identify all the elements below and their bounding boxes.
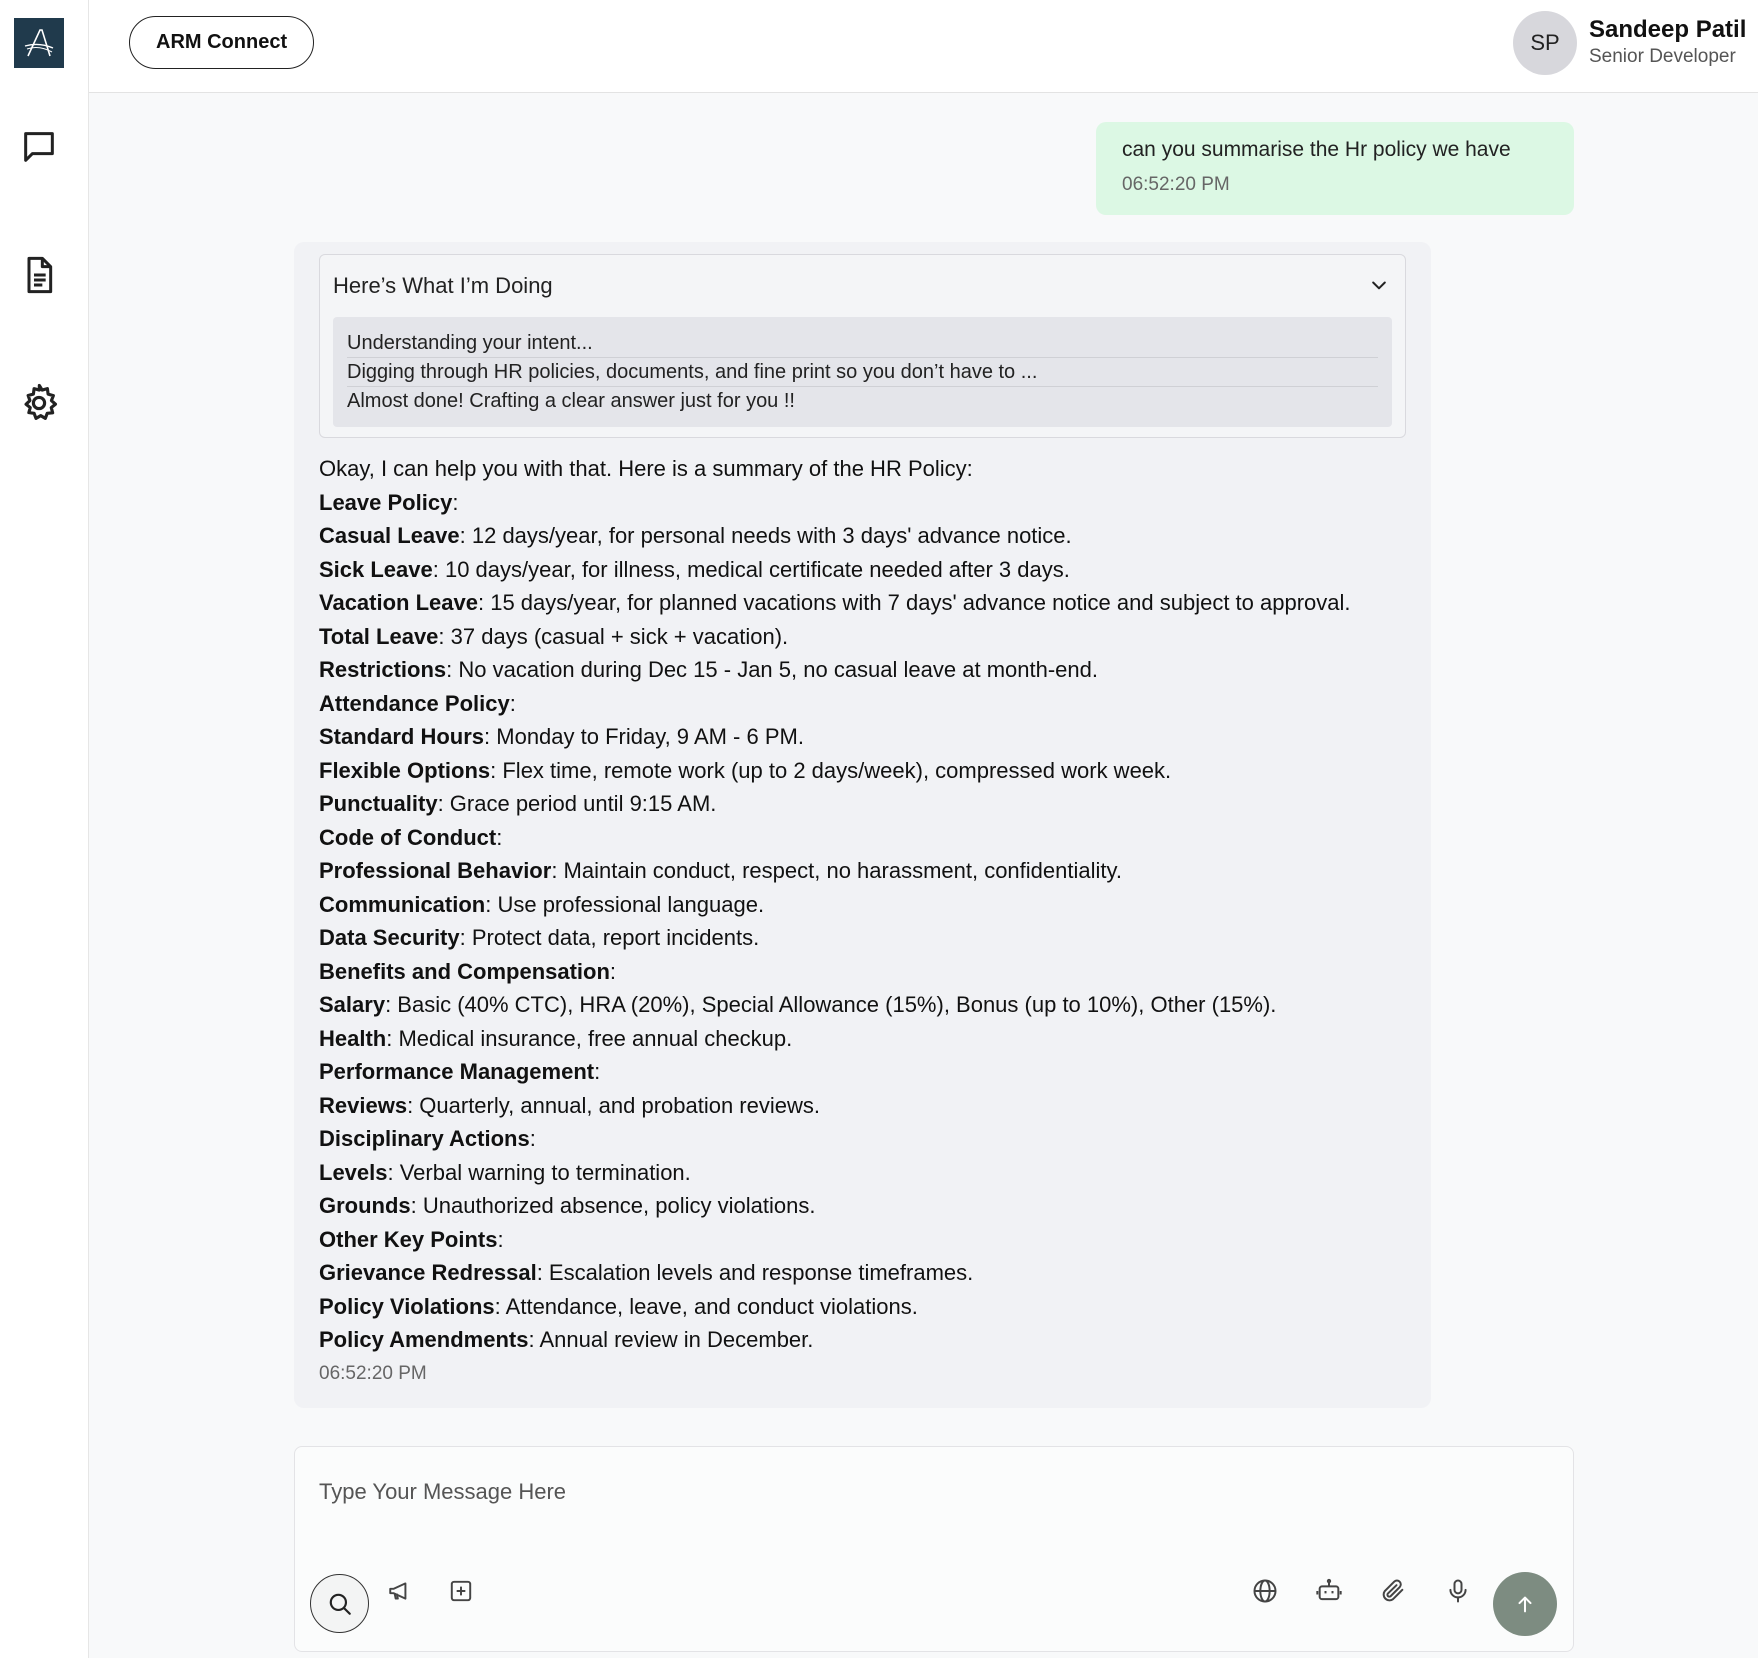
answer-line-label: Health bbox=[319, 1025, 387, 1051]
sidebar-item-chat[interactable] bbox=[16, 124, 62, 170]
answer-line-label: Levels bbox=[319, 1159, 388, 1185]
answer-line-label: Disciplinary Actions bbox=[319, 1126, 530, 1151]
answer-line bbox=[319, 1290, 1406, 1324]
answer-line bbox=[319, 1122, 1406, 1156]
answer-line-label: Flexible Options bbox=[319, 757, 491, 783]
answer-line-label: Policy Violations bbox=[319, 1293, 495, 1319]
user-message-bubble bbox=[1096, 122, 1574, 215]
sidebar-item-settings[interactable] bbox=[16, 380, 62, 426]
answer-line bbox=[319, 1256, 1406, 1290]
arrow-up-icon bbox=[1514, 1593, 1536, 1615]
answer-line-text: : 12 days/year, for personal needs with 3 days' advance notice. bbox=[459, 523, 1072, 548]
message-input[interactable] bbox=[319, 1467, 1519, 1517]
bot-message-bubble bbox=[294, 242, 1431, 1408]
answer-line bbox=[319, 620, 1406, 654]
answer-line-label: Total Leave bbox=[319, 623, 439, 649]
answer-line-text: : 15 days/year, for planned vacations with 7 days' advance notice and subject to approval. bbox=[477, 590, 1351, 615]
answer-line-label: Benefits and Compensation bbox=[319, 958, 610, 984]
answer-line-text: : Monday to Friday, 9 AM - 6 PM. bbox=[484, 724, 804, 749]
chevron-down-icon[interactable] bbox=[1369, 275, 1389, 300]
answer-line-text: : 37 days (casual + sick + vacation). bbox=[438, 623, 789, 649]
answer-line-text: : bbox=[497, 1226, 504, 1252]
answer-line-text: : Verbal warning to termination. bbox=[387, 1159, 691, 1185]
answer-intro: Okay, I can help you with that. Here is a summary of the HR Policy: bbox=[319, 456, 973, 481]
thinking-step: Digging through HR policies, documents, and fine print so you don’t have to ... bbox=[347, 358, 1378, 387]
answer-line-text: : bbox=[609, 958, 617, 984]
thinking-steps bbox=[333, 317, 1392, 427]
answer-line-label: Performance Management bbox=[319, 1059, 595, 1084]
answer-line-text: : Medical insurance, free annual checkup. bbox=[386, 1025, 793, 1051]
gear-icon bbox=[18, 382, 60, 424]
answer-line-text: : bbox=[452, 489, 459, 515]
answer-line-text: : Annual review in December. bbox=[528, 1327, 814, 1352]
answer-line-label: Leave Policy bbox=[319, 489, 453, 515]
answer-line bbox=[319, 1089, 1406, 1123]
answer-line bbox=[319, 921, 1406, 955]
answer-line-label: Code of Conduct bbox=[319, 824, 497, 850]
answer-line-label: Professional Behavior bbox=[319, 858, 552, 883]
chat-bubble-icon bbox=[19, 127, 59, 167]
answer-line-text: : Escalation levels and response timeframes. bbox=[536, 1260, 974, 1285]
user-role: Senior Developer bbox=[1589, 46, 1736, 67]
thinking-title: Here’s What I’m Doing bbox=[333, 273, 553, 298]
answer-line-label: Sick Leave bbox=[319, 556, 433, 582]
logo-mark-icon bbox=[22, 26, 56, 60]
answer-line bbox=[319, 988, 1406, 1022]
answer-line bbox=[319, 854, 1406, 888]
user-message-time: 06:52:20 PM bbox=[1122, 174, 1230, 195]
avatar[interactable]: SP bbox=[1513, 11, 1577, 75]
answer-line bbox=[319, 1022, 1406, 1056]
user-message-text: can you summarise the Hr policy we have bbox=[1122, 138, 1511, 161]
voice-button[interactable] bbox=[1438, 1571, 1478, 1611]
answer-line bbox=[319, 1156, 1406, 1190]
answer-line-label: Policy Amendments bbox=[319, 1327, 529, 1352]
answer-line bbox=[319, 1055, 1406, 1089]
message-composer bbox=[294, 1446, 1574, 1652]
answer-line-label: Attendance Policy bbox=[319, 690, 510, 716]
sidebar-item-documents[interactable] bbox=[16, 252, 62, 298]
agent-button[interactable] bbox=[1309, 1571, 1349, 1611]
thinking-step: Almost done! Crafting a clear answer just for you !! bbox=[347, 390, 795, 412]
add-button[interactable] bbox=[441, 1571, 481, 1611]
answer-line bbox=[319, 586, 1406, 620]
answer-line-text: : bbox=[529, 1126, 536, 1151]
answer-line-label: Standard Hours bbox=[319, 724, 485, 749]
search-button[interactable] bbox=[310, 1574, 369, 1633]
microphone-icon bbox=[1444, 1577, 1472, 1605]
answer-line-text: : Grace period until 9:15 AM. bbox=[437, 791, 717, 816]
answer-line-text: : Unauthorized absence, policy violations. bbox=[410, 1193, 816, 1218]
megaphone-icon bbox=[387, 1578, 413, 1604]
answer-line bbox=[319, 1223, 1406, 1257]
answer-line-label: Communication bbox=[319, 891, 486, 917]
answer-line bbox=[319, 687, 1406, 721]
answer-line-text: : bbox=[509, 690, 516, 716]
send-button[interactable] bbox=[1493, 1572, 1557, 1636]
answer-line bbox=[319, 821, 1406, 855]
answer-line-label: Grounds bbox=[319, 1193, 411, 1218]
add-box-icon bbox=[448, 1578, 474, 1604]
answer-line bbox=[319, 653, 1406, 687]
answer-line-text: : Flex time, remote work (up to 2 days/week), compressed work week. bbox=[490, 757, 1172, 783]
answer-line-label: Restrictions bbox=[319, 657, 447, 682]
answer-line-label: Punctuality bbox=[319, 791, 438, 816]
answer-line bbox=[319, 720, 1406, 754]
paperclip-icon bbox=[1379, 1577, 1407, 1605]
answer-line bbox=[319, 519, 1406, 553]
arm-connect-button[interactable]: ARM Connect bbox=[129, 16, 314, 69]
app-logo[interactable] bbox=[14, 18, 64, 68]
bot-icon bbox=[1315, 1577, 1343, 1605]
answer-line-label: Grievance Redressal bbox=[319, 1260, 537, 1285]
answer-line-text: : Maintain conduct, respect, no harassment, confidentiality. bbox=[551, 858, 1122, 883]
answer-line-text: : Quarterly, annual, and probation reviews. bbox=[407, 1092, 820, 1118]
answer-line bbox=[319, 754, 1406, 788]
answer-line bbox=[319, 888, 1406, 922]
answer-line bbox=[319, 955, 1406, 989]
answer-line bbox=[319, 787, 1406, 821]
answer-line-text: : No vacation during Dec 15 - Jan 5, no casual leave at month-end. bbox=[446, 657, 1098, 682]
answer-line bbox=[319, 1189, 1406, 1223]
answer-line-label: Reviews bbox=[319, 1092, 408, 1118]
user-name: Sandeep Patil bbox=[1589, 16, 1747, 43]
answer-line-text: : Basic (40% CTC), HRA (20%), Special Allowance (15%), Bonus (up to 10%), Other (15%). bbox=[385, 992, 1277, 1017]
answer-line-text: : Attendance, leave, and conduct violations. bbox=[494, 1293, 918, 1319]
answer-line-text: : Protect data, report incidents. bbox=[459, 925, 760, 950]
answer-line-label: Vacation Leave bbox=[319, 590, 478, 615]
search-icon bbox=[327, 1591, 353, 1617]
top-header bbox=[89, 0, 1758, 93]
answer-line bbox=[319, 486, 1406, 520]
answer-line bbox=[319, 1323, 1406, 1357]
answer-line-label: Other Key Points bbox=[319, 1226, 498, 1252]
answer-line-text: : Use professional language. bbox=[485, 891, 765, 917]
web-search-button[interactable] bbox=[1245, 1571, 1285, 1611]
answer-line bbox=[319, 553, 1406, 587]
bot-answer bbox=[319, 452, 1406, 1385]
answer-line-text: : bbox=[496, 824, 503, 850]
globe-icon bbox=[1251, 1577, 1279, 1605]
answer-line-text: : bbox=[594, 1059, 601, 1084]
answer-line-label: Data Security bbox=[319, 925, 460, 950]
announce-button[interactable] bbox=[380, 1571, 420, 1611]
answer-lines bbox=[319, 486, 1406, 1357]
thinking-panel-header[interactable] bbox=[333, 255, 1392, 317]
thinking-panel bbox=[319, 254, 1406, 438]
thinking-step: Understanding your intent... bbox=[347, 329, 1378, 358]
answer-line-text: : 10 days/year, for illness, medical certificate needed after 3 days. bbox=[432, 556, 1070, 582]
sidebar bbox=[0, 0, 89, 1658]
attach-button[interactable] bbox=[1373, 1571, 1413, 1611]
document-icon bbox=[19, 254, 59, 296]
answer-line-label: Salary bbox=[319, 992, 386, 1017]
bot-message-time: 06:52:20 PM bbox=[319, 1362, 427, 1384]
answer-line-label: Casual Leave bbox=[319, 523, 460, 548]
